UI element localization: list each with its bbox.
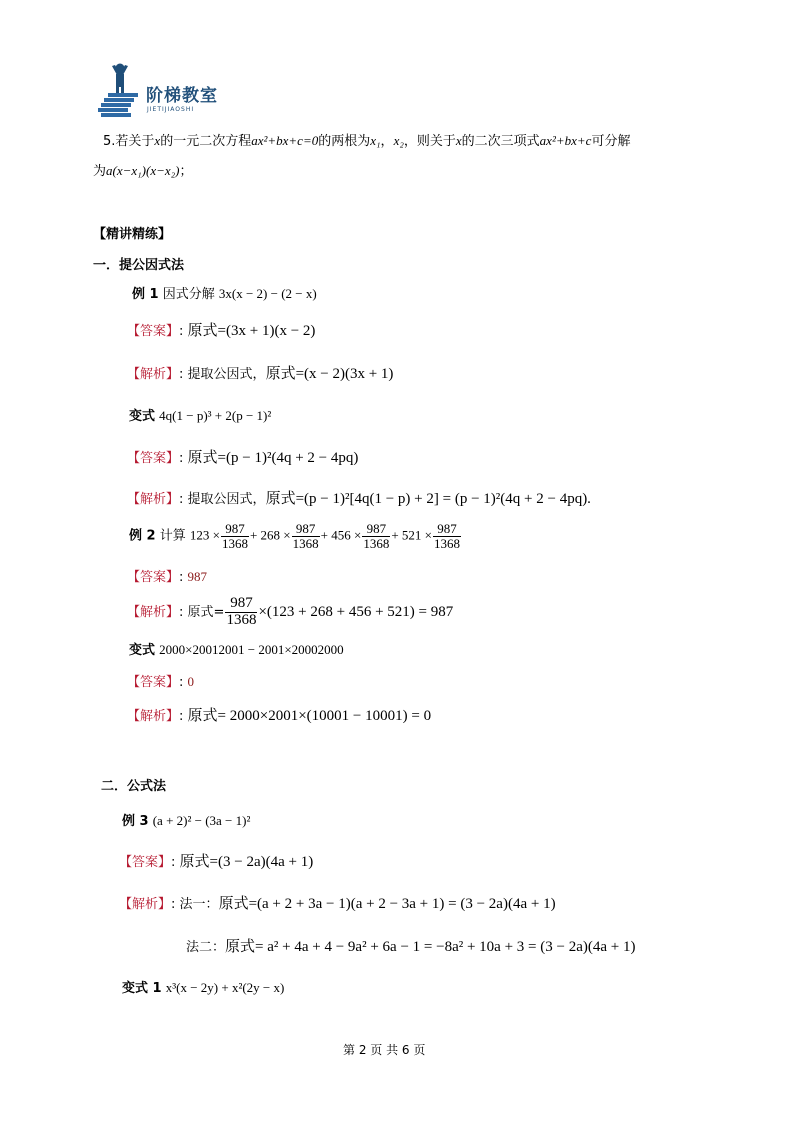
fraction bbox=[221, 522, 249, 550]
method-label: 法一： bbox=[179, 897, 219, 912]
text: 为 bbox=[93, 164, 107, 179]
text: ； bbox=[179, 164, 193, 179]
numerator: 987 bbox=[221, 522, 249, 537]
term: 123 × bbox=[189, 527, 220, 543]
analysis-value: 原式= a² + 4a + 4 − 9a² + 6a − 1 = −8a² + 10a + 3 = (3 − 2a)(4a + 1) bbox=[225, 939, 636, 955]
variant-label: 变式 1 bbox=[122, 981, 162, 996]
analysis-value: 原式= 2000×2001×(10001 − 10001) = 0 bbox=[187, 708, 432, 724]
ex3-answer: 【答案】: 原式=(3 − 2a)(4a + 1) bbox=[119, 854, 314, 870]
fraction bbox=[225, 596, 257, 629]
answer-tag: 【答案】 bbox=[127, 451, 180, 466]
analysis-tag: 【解析】 bbox=[127, 604, 180, 620]
equation: ax²+bx+c=0 bbox=[251, 133, 319, 148]
expression: (a + 2)² − (3a − 1)² bbox=[152, 813, 251, 828]
var2-analysis: 【解析】: 原式= 2000×2001×(10001 − 10001) = 0 bbox=[127, 708, 432, 724]
ex2-question bbox=[129, 522, 462, 550]
ex3-question bbox=[122, 813, 250, 830]
answer-value: 原式=(3x + 1)(x − 2) bbox=[187, 323, 316, 339]
text: 计算 bbox=[159, 528, 186, 544]
analysis-tag: 【解析】 bbox=[127, 709, 180, 724]
var1-answer: 【答案】: 原式=(p − 1)²(4q + 2 − 4pq) bbox=[127, 450, 359, 466]
ex2-analysis: 【解析】: 原式= $\frac{987}{1368}$ ×(123 + 268 + 456 + 521) = 987 bbox=[127, 595, 454, 628]
analysis-value: 原式=(x − 2)(3x + 1) bbox=[265, 366, 394, 382]
logo-subtitle: JIETIJIAOSHI bbox=[147, 106, 195, 113]
denominator: 1368 bbox=[226, 611, 257, 628]
term: + 268 × bbox=[249, 527, 291, 543]
term: + 521 × bbox=[391, 527, 432, 543]
var-x: x bbox=[455, 133, 462, 148]
denominator: 1368 bbox=[292, 535, 319, 551]
denominator: 1368 bbox=[221, 535, 248, 551]
text: 的两根为 bbox=[318, 134, 371, 149]
text: 的二次三项式 bbox=[461, 134, 540, 149]
section1-heading: 一．提公因式法 bbox=[93, 258, 185, 273]
ex3-analysis-method1: 【解析】: 法一：原式=(a + 2 + 3a − 1)(a + 2 − 3a + 1) = (3 − 2a)(4a + 1) bbox=[119, 896, 556, 912]
text: 可分解 bbox=[591, 134, 631, 149]
ex1-analysis: 【解析】: 提取公因式，原式=(x − 2)(3x + 1) bbox=[127, 366, 394, 382]
fraction bbox=[362, 522, 390, 550]
text: 原式= bbox=[187, 604, 225, 620]
analysis-tag: 【解析】 bbox=[127, 367, 180, 382]
text: ，则关于 bbox=[403, 134, 456, 149]
ex2-answer: 【答案】: 987 bbox=[127, 569, 208, 585]
var1-question bbox=[129, 408, 271, 425]
logo bbox=[98, 62, 142, 126]
item5-line1 bbox=[103, 133, 630, 150]
example-label: 例 3 bbox=[122, 814, 149, 829]
answer-value: 原式=(3 − 2a)(4a + 1) bbox=[179, 854, 314, 870]
answer-value: 0 bbox=[187, 674, 195, 689]
variant-label: 变式 bbox=[129, 643, 156, 658]
denominator: 1368 bbox=[363, 535, 390, 551]
term: + 456 × bbox=[320, 527, 362, 543]
variant-label: 变式 bbox=[129, 409, 156, 424]
answer-tag: 【答案】 bbox=[127, 570, 180, 585]
var-x: x bbox=[154, 133, 161, 148]
staircase-logo-icon bbox=[98, 62, 142, 120]
root-x2: x₂ bbox=[393, 133, 404, 148]
example-label: 例 1 bbox=[132, 287, 159, 302]
analysis-value: 原式=(a + 2 + 3a − 1)(a + 2 − 3a + 1) = (3 − 2a)(4a + 1) bbox=[218, 896, 556, 912]
analysis-tag: 【解析】 bbox=[119, 897, 172, 912]
expression: 4q(1 − p)³ + 2(p − 1)² bbox=[159, 408, 272, 423]
expression: x³(x − 2y) + x²(2y − x) bbox=[165, 980, 285, 995]
denominator: 1368 bbox=[433, 535, 460, 551]
expression: 2000×20012001 − 2001×20002000 bbox=[159, 642, 344, 657]
analysis-value: 原式=(p − 1)²[4q(1 − p) + 2] = (p − 1)²(4q + 2 − 4pq). bbox=[265, 491, 591, 507]
ex1-answer: 【答案】: 原式=(3x + 1)(x − 2) bbox=[127, 323, 316, 339]
answer-tag: 【答案】 bbox=[119, 855, 172, 870]
analysis-value: ×(123 + 268 + 456 + 521) = 987 bbox=[258, 603, 454, 620]
text: 提取公因式， bbox=[187, 492, 266, 507]
answer-tag: 【答案】 bbox=[127, 675, 180, 690]
text: ， bbox=[380, 134, 394, 149]
item5-line2 bbox=[93, 163, 193, 180]
numerator: 987 bbox=[433, 522, 461, 537]
method-label: 法二： bbox=[186, 940, 226, 955]
numerator: 987 bbox=[292, 522, 320, 537]
root-x1: x₁ bbox=[370, 133, 381, 148]
logo-title: 阶梯教室 bbox=[146, 86, 218, 106]
fraction bbox=[292, 522, 320, 550]
text: 因式分解 bbox=[162, 287, 215, 302]
numerator: 987 bbox=[362, 522, 390, 537]
page-footer: 第 2 页 共 6 页 bbox=[343, 1043, 426, 1057]
expression: 3x(x − 2) − (2 − x) bbox=[218, 286, 317, 301]
numerator: 987 bbox=[225, 596, 257, 613]
ex3-analysis-method2 bbox=[186, 938, 635, 956]
var2-answer: 【答案】: 0 bbox=[127, 674, 195, 690]
text: 的一元二次方程 bbox=[160, 134, 252, 149]
factored-form: a(x−x₁)(x−x₂) bbox=[106, 163, 180, 178]
text: 提取公因式， bbox=[187, 367, 266, 382]
ex1-question bbox=[132, 286, 317, 303]
var2-question bbox=[129, 642, 344, 659]
answer-tag: 【答案】 bbox=[127, 324, 180, 339]
answer-value: 原式=(p − 1)²(4q + 2 − 4pq) bbox=[187, 450, 359, 466]
polynomial: ax²+bx+c bbox=[539, 133, 592, 148]
text: 5.若关于 bbox=[103, 134, 155, 149]
var1-analysis: 【解析】: 提取公因式，原式=(p − 1)²[4q(1 − p) + 2] = (p − 1)²(4q + 2 − 4pq). bbox=[127, 491, 591, 507]
fraction bbox=[433, 522, 461, 550]
section2-heading: 二．公式法 bbox=[101, 779, 167, 794]
var3-question bbox=[122, 980, 284, 997]
answer-value: 987 bbox=[187, 569, 208, 584]
section-main-heading: 【精讲精练】 bbox=[93, 227, 172, 242]
analysis-tag: 【解析】 bbox=[127, 492, 180, 507]
example-label: 例 2 bbox=[129, 528, 156, 544]
